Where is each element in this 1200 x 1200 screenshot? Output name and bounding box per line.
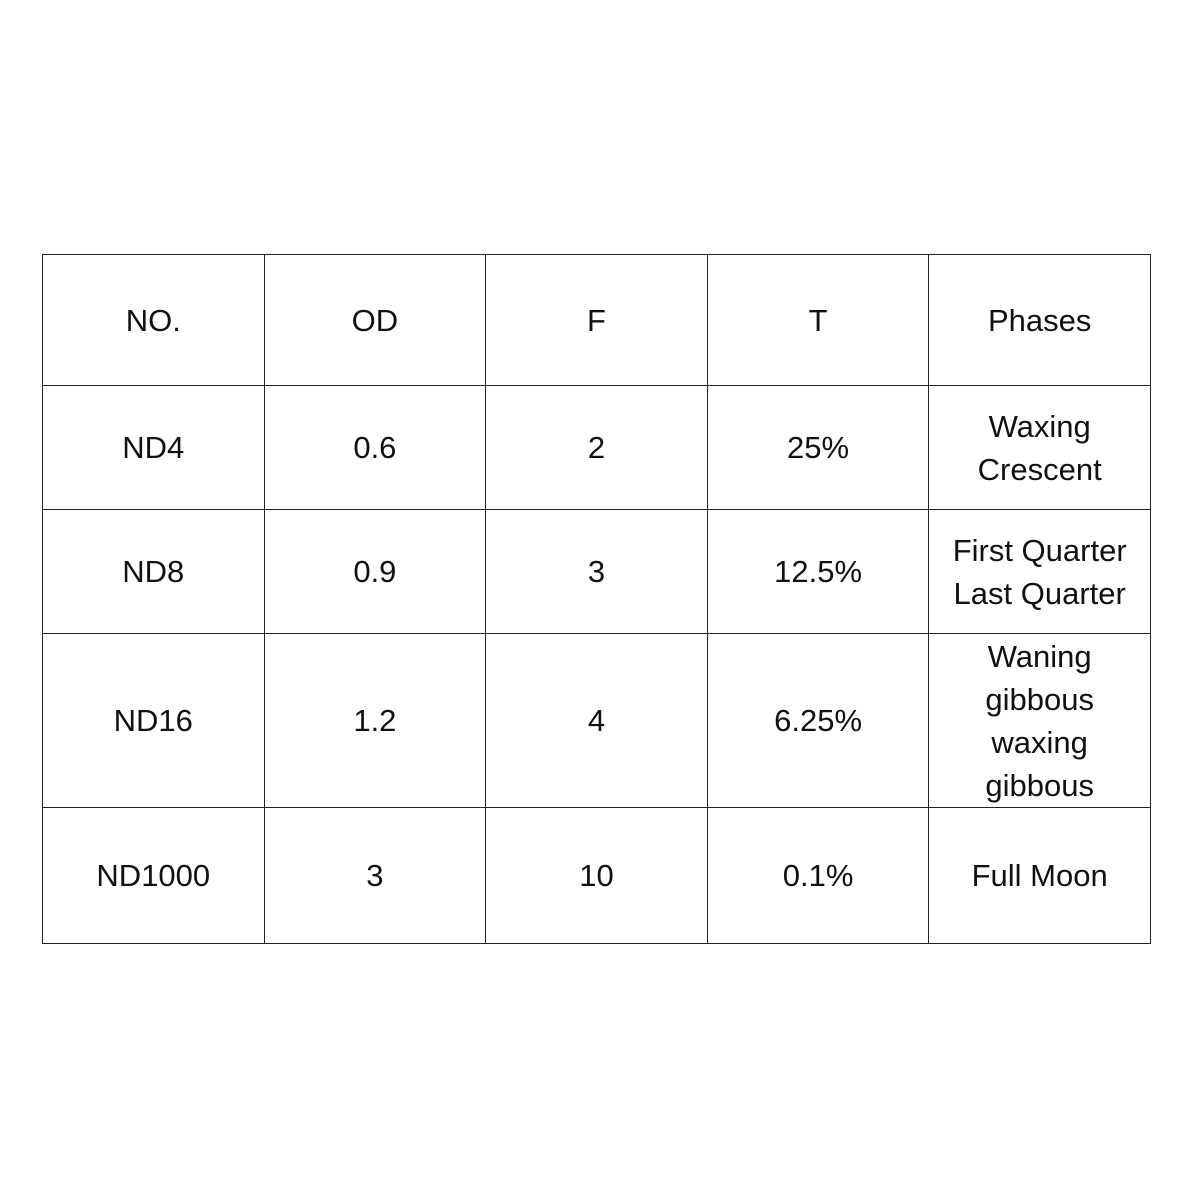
cell-t: 0.1% (707, 808, 929, 944)
cell-no: ND4 (43, 386, 265, 510)
table-row (43, 510, 1151, 634)
cell-t: 6.25% (707, 634, 929, 808)
cell-od: 0.9 (264, 510, 486, 634)
nd-filter-table (42, 254, 1151, 944)
header-od: OD (264, 255, 486, 386)
cell-phases: Waxing Crescent (929, 386, 1151, 510)
table-row (43, 808, 1151, 944)
table-header-row (43, 255, 1151, 386)
header-t: T (707, 255, 929, 386)
cell-f: 2 (486, 386, 708, 510)
cell-phases: Full Moon (929, 808, 1151, 944)
header-no: NO. (43, 255, 265, 386)
cell-f: 10 (486, 808, 708, 944)
cell-no: ND8 (43, 510, 265, 634)
cell-no: ND1000 (43, 808, 265, 944)
header-phases: Phases (929, 255, 1151, 386)
cell-f: 4 (486, 634, 708, 808)
cell-no: ND16 (43, 634, 265, 808)
cell-od: 3 (264, 808, 486, 944)
cell-phases: First Quarter Last Quarter (929, 510, 1151, 634)
cell-f: 3 (486, 510, 708, 634)
header-f: F (486, 255, 708, 386)
cell-od: 1.2 (264, 634, 486, 808)
cell-phases: Waning gibbous waxing gibbous (929, 634, 1151, 808)
cell-t: 25% (707, 386, 929, 510)
cell-t: 12.5% (707, 510, 929, 634)
cell-od: 0.6 (264, 386, 486, 510)
table-row (43, 634, 1151, 808)
table-row (43, 386, 1151, 510)
